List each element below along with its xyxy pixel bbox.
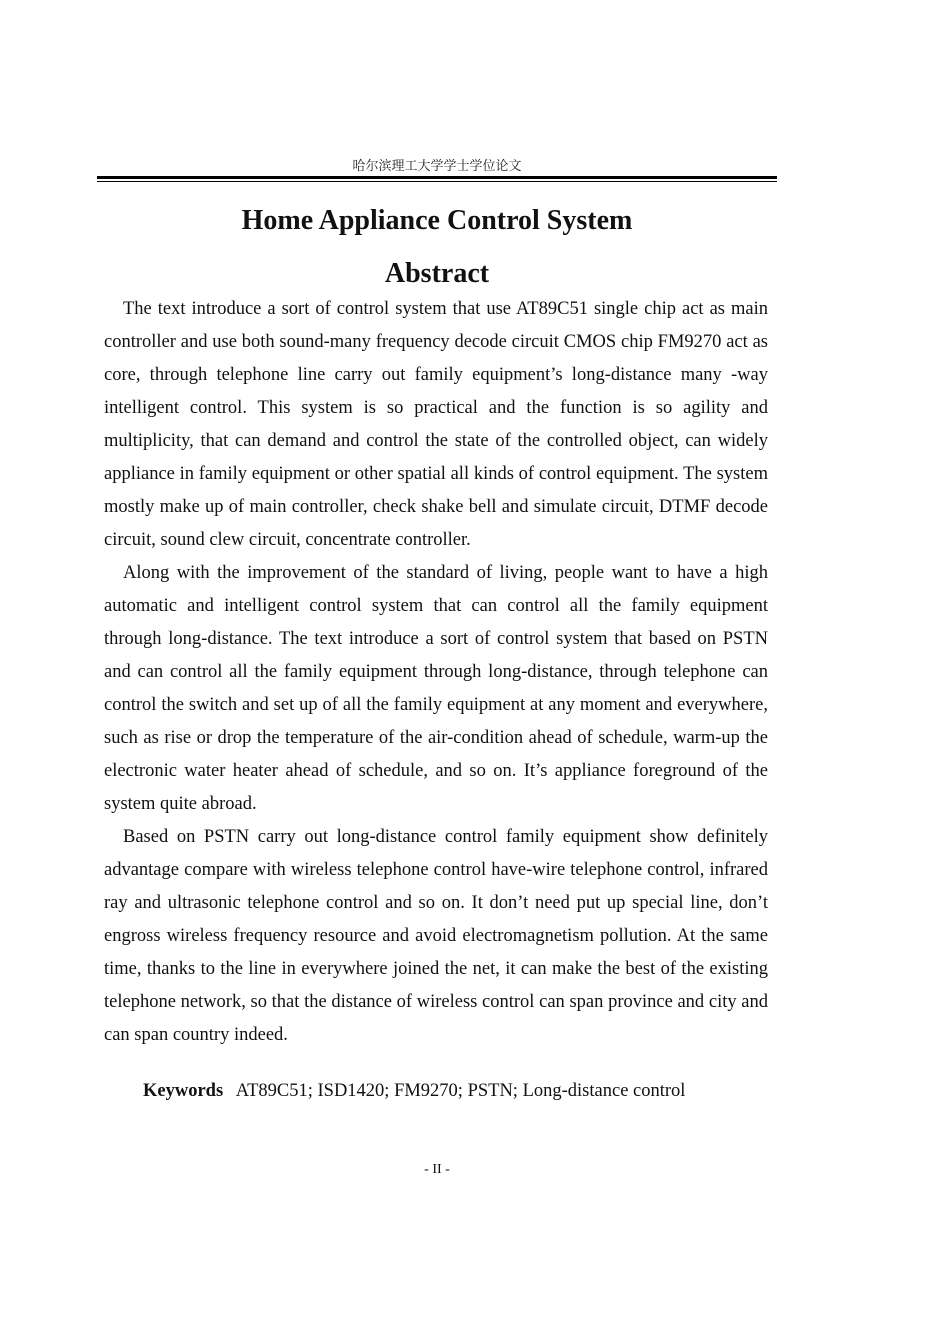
- header-rule-thick: [97, 176, 777, 179]
- keywords-line: [143, 1075, 685, 1108]
- document-title: Home Appliance Control System: [241, 205, 633, 236]
- abstract-paragraph-2: Along with the improvement of the standard of living, people want to have a high automatic and intelligent control system that can control all the family equipment through long-distance. The text introduce a sort of control system that based on PSTN and can control all the family equipment through long-distance, through telephone can control the switch and set up of all the family equipment at any moment and everywhere, such as rise or drop the temperature of the air-condition ahead of schedule, warm-up the electronic water heater ahead of schedule, and so on. It’s appliance foreground of the system quite abroad.: [104, 563, 768, 814]
- abstract-body: [104, 293, 768, 1052]
- page-number: - II -: [424, 1162, 450, 1177]
- abstract-paragraph-1: The text introduce a sort of control system that use AT89C51 single chip act as main controller and use both sound-many frequency decode circuit CMOS chip FM9270 act as core, through telephone line carry out family equipment’s long-distance many -way intelligent control. This system is so practical and the function is so agility and multiplicity, that can demand and control the state of the controlled object, can widely appliance in family equipment or other spatial all kinds of control equipment. The system mostly make up of main controller, check shake bell and simulate circuit, DTMF decode circuit, sound clew circuit, concentrate controller.: [104, 299, 768, 550]
- abstract-paragraph-3: Based on PSTN carry out long-distance control family equipment show definitely advantage compare with wireless telephone control have-wire telephone control, infrared ray and ultrasonic telephone control and so on. It don’t need put up special line, don’t engross wireless frequency resource and avoid electromagnetism pollution. At the same time, thanks to the line in everywhere joined the net, it can make the best of the existing telephone network, so that the distance of wireless control can span province and city and can span country indeed.: [104, 827, 768, 1045]
- header-rule-thin: [97, 181, 777, 182]
- keywords-value: AT89C51; ISD1420; FM9270; PSTN; Long-distance control: [235, 1081, 686, 1101]
- running-header: 哈尔滨理工大学学士学位论文: [352, 159, 522, 174]
- keywords-label: Keywords: [143, 1081, 224, 1101]
- abstract-heading: Abstract: [384, 258, 490, 289]
